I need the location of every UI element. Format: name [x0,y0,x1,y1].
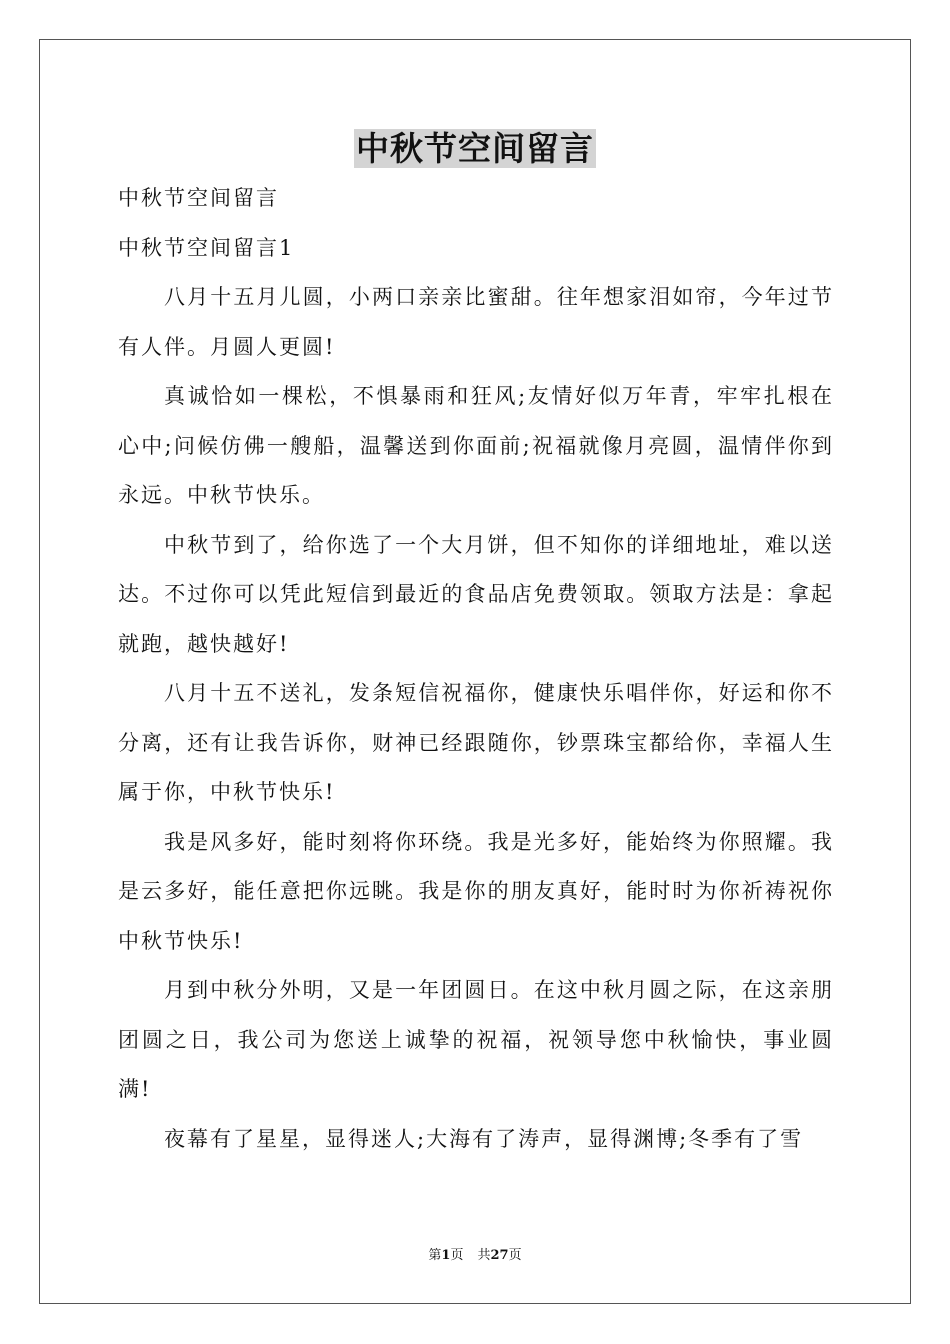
paragraph: 我是风多好，能时刻将你环绕。我是光多好，能始终为你照耀。我是云多好，能任意把你远眺。我是你的朋友真好，能时时为你祈祷祝你中秋节快乐! [118,829,834,953]
paragraph: 月到中秋分外明，又是一年团圆日。在这中秋月圆之际，在这亲朋团圆之日，我公司为您送上诚挚的祝福，祝领导您中秋愉快，事业圆满! [118,978,834,1101]
document-title [0,128,950,170]
paragraph: 八月十五不送礼，发条短信祝福你，健康快乐唱伴你，好运和你不分离，还有让我告诉你，财神已经跟随你，钞票珠宝都给你，幸福人生属于你，中秋节快乐! [118,681,834,804]
paragraph: 中秋节到了，给你选了一个大月饼，但不知你的详细地址，难以送达。不过你可以凭此短信到最近的食品店免费领取。领取方法是：拿起就跑，越快越好! [118,532,834,656]
paragraph: 八月十五月儿圆，小两口亲亲比蜜甜。往年想家泪如帘，今年过节有人伴。月圆人更圆! [118,285,834,359]
total-label-suffix: 页 [508,1248,522,1263]
page-label-prefix: 第 [428,1248,442,1263]
document-title-text: 中秋节空间留言 [356,129,594,168]
document-body [118,174,834,1164]
total-pages: 27 [490,1248,509,1263]
page-number: 1 [441,1248,451,1263]
paragraph: 夜幕有了星星，显得迷人;大海有了涛声，显得渊博;冬季有了雪 [164,1126,804,1151]
page-label-suffix: 页 [450,1248,464,1263]
page-footer [0,1246,950,1266]
document-subtitle: 中秋节空间留言 [118,186,279,210]
section-heading: 中秋节空间留言1 [118,235,295,260]
paragraph: 真诚恰如一棵松，不惧暴雨和狂风;友情好似万年青，牢牢扎根在心中;问候仿佛一艘船，温馨送到你面前;祝福就像月亮圆，温情伴你到永远。中秋节快乐。 [118,384,834,507]
total-label-prefix: 共 [477,1248,491,1263]
